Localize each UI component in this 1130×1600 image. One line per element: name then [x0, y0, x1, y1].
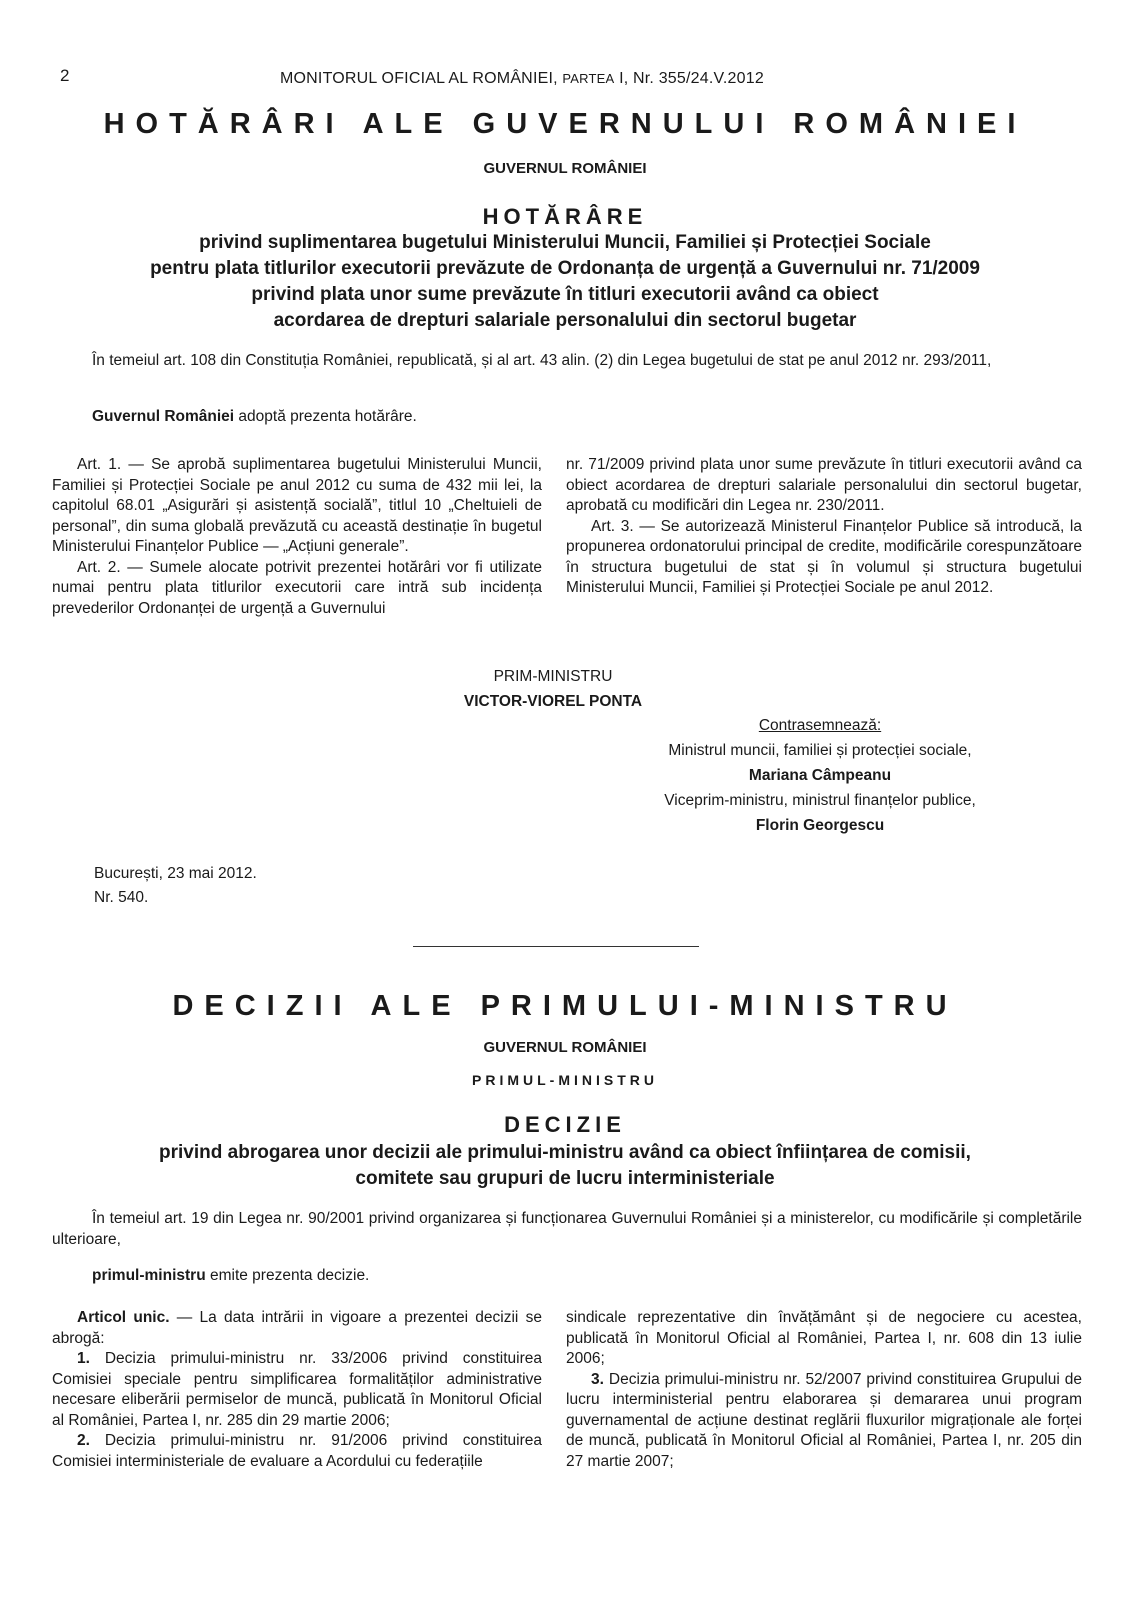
countersign-label: Contrasemnează: — [758, 717, 882, 734]
minister1-name: Mariana Câmpeanu — [748, 767, 892, 784]
article-1: Art. 1. — Se aprobă suplimentarea bugetului Ministerului Muncii, Familiei și Protecției Sociale pe anul 2012 cu suma de 432 mii lei, la capitolul 68.01 „Asigurări și asistență socială”, titlul 10 „Cheltuieli de personal”, din suma globală prevăzută cu această destinație în bugetul Ministerului Finanțelor Publice — „Acțiuni generale”. — [52, 456, 542, 555]
running-head-part: PARTEA — [562, 71, 615, 86]
decizie-preamble: În temeiul art. 19 din Legea nr. 90/2001 privind organizarea și funcționarea Guvernului României și a ministerelor, cu modificările și completările ulterioare, — [52, 1210, 1082, 1248]
article-2-cont: nr. 71/2009 privind plata unor sume prevăzute în titluri executorii având ca obiect acordarea de drepturi salariale personalului din sectorul bugetar, aprobată cu modificări din Legea nr. 230/2011. — [566, 456, 1082, 514]
decizie-col-left — [52, 1308, 542, 1472]
subject-line: privind abrogarea unor decizii ale primului-ministru având ca obiect înființarea de comisii, — [159, 1142, 971, 1163]
hotarare-col-left — [52, 455, 542, 619]
issuer-guvernul-2: GUVERNUL ROMÂNIEI — [483, 1039, 647, 1056]
decizie-emit: primul-ministru emite prezenta decizie. — [92, 1267, 370, 1284]
subject-line: privind suplimentarea bugetului Ministerului Muncii, Familiei și Protecției Sociale — [199, 232, 931, 253]
article-2: Art. 2. — Sumele alocate potrivit prezentei hotărâri vor fi utilizate numai pentru plata titlurilor executorii care intră sub incidența prevederilor Ordonanței de urgență a Guvernului — [52, 558, 542, 617]
hotarare-place-date — [94, 862, 257, 910]
subject-line: pentru plata titlurilor executorii prevăzute de Ordonanța de urgență a Guvernului nr. 71/2009 — [150, 258, 980, 279]
decizie-subject — [0, 1140, 1130, 1192]
issuer-guvernul: GUVERNUL ROMÂNIEI — [483, 160, 647, 177]
page-number: 2 — [60, 66, 70, 85]
section-title-hotarari: HOTĂRÂRI ALE GUVERNULUI ROMÂNIEI — [103, 108, 1027, 140]
minister1-title: Ministrul muncii, familiei și protecției sociale, — [668, 742, 972, 759]
doc-number: Nr. 540. — [94, 889, 149, 906]
running-head-rest: I, Nr. 355/24.V.2012 — [619, 70, 764, 87]
hotarare-preamble: În temeiul art. 108 din Constituția României, republicată, și al art. 43 alin. (2) din Legea bugetului de stat pe anul 2012 nr. 293/2011, — [92, 352, 992, 369]
pm-title: PRIM-MINISTRU — [493, 668, 613, 685]
minister2-title: Viceprim-ministru, ministrul finanțelor publice, — [664, 792, 976, 809]
pm-signature — [400, 664, 706, 714]
subject-line: comitete sau grupuri de lucru interministeriale — [355, 1168, 775, 1189]
hotarare-col-right — [566, 455, 1082, 599]
countersignatures — [610, 713, 1030, 838]
adopt-bold: Guvernul României — [92, 408, 235, 425]
item-3: 3. Decizia primului-ministru nr. 52/2007 privind constituirea Grupului de lucru interministerial pentru elaborarea și demararea unui program guvernamental de acțiune destinat reglării fluxurilor migraționale ale forței de muncă, publicată în Monitorul Oficial al României, Partea I, nr. 205 din 27 martie 2007; — [566, 1370, 1082, 1470]
pm-name: VICTOR-VIOREL PONTA — [463, 693, 643, 710]
running-head-main: MONITORUL OFICIAL AL ROMÂNIEI, — [280, 70, 558, 87]
item-2: 2. Decizia primului-ministru nr. 91/2006 privind constituirea Comisiei interministeriale de evaluare a Acordului cu federațiile — [52, 1432, 542, 1470]
place-date: București, 23 mai 2012. — [94, 865, 257, 882]
doc-title-decizie: DECIZIE — [504, 1112, 626, 1137]
running-head — [280, 70, 764, 88]
hotarare-subject — [0, 230, 1130, 334]
item-2-cont: sindicale reprezentative din învățământ și de negociere cu acestea, publicată în Monitorul Oficial al României, Partea I, nr. 608 din 13 iulie 2006; — [566, 1309, 1082, 1367]
doc-title-hotarare: HOTĂRÂRE — [482, 204, 648, 229]
section-divider — [413, 946, 699, 947]
hotarare-adoption: Guvernul României adoptă prezenta hotărâre. — [92, 408, 417, 425]
section-title-decizii: DECIZII ALE PRIMULUI-MINISTRU — [172, 990, 958, 1022]
emit-bold: primul-ministru — [92, 1267, 206, 1284]
articol-unic: Articol unic. — La data intrării in vigoare a prezentei decizii se abrogă: — [52, 1309, 542, 1347]
decizie-col-right — [566, 1308, 1082, 1472]
item-1: 1. Decizia primului-ministru nr. 33/2006 privind constituirea Comisiei speciale pentru simplificarea formalităților administrative necesare eliberării permiselor de muncă, publicată în Monitorul Oficial al României, Partea I, nr. 285 din 29 martie 2006; — [52, 1350, 542, 1429]
subject-line: acordarea de drepturi salariale personalului din sectorul bugetar — [273, 310, 857, 331]
subject-line: privind plata unor sume prevăzute în titluri executorii având ca obiect — [251, 284, 879, 305]
issuer-primul-ministru: PRIMUL-MINISTRU — [472, 1072, 658, 1088]
minister2-name: Florin Georgescu — [755, 817, 885, 834]
article-3: Art. 3. — Se autorizează Ministerul Finanțelor Publice să introducă, la propunerea ordonatorului principal de credite, modificările corespunzătoare în structura bugetului de stat și în volumul și structura bugetului Ministerului Muncii, Familiei și Protecției Sociale pe anul 2012. — [566, 517, 1082, 596]
